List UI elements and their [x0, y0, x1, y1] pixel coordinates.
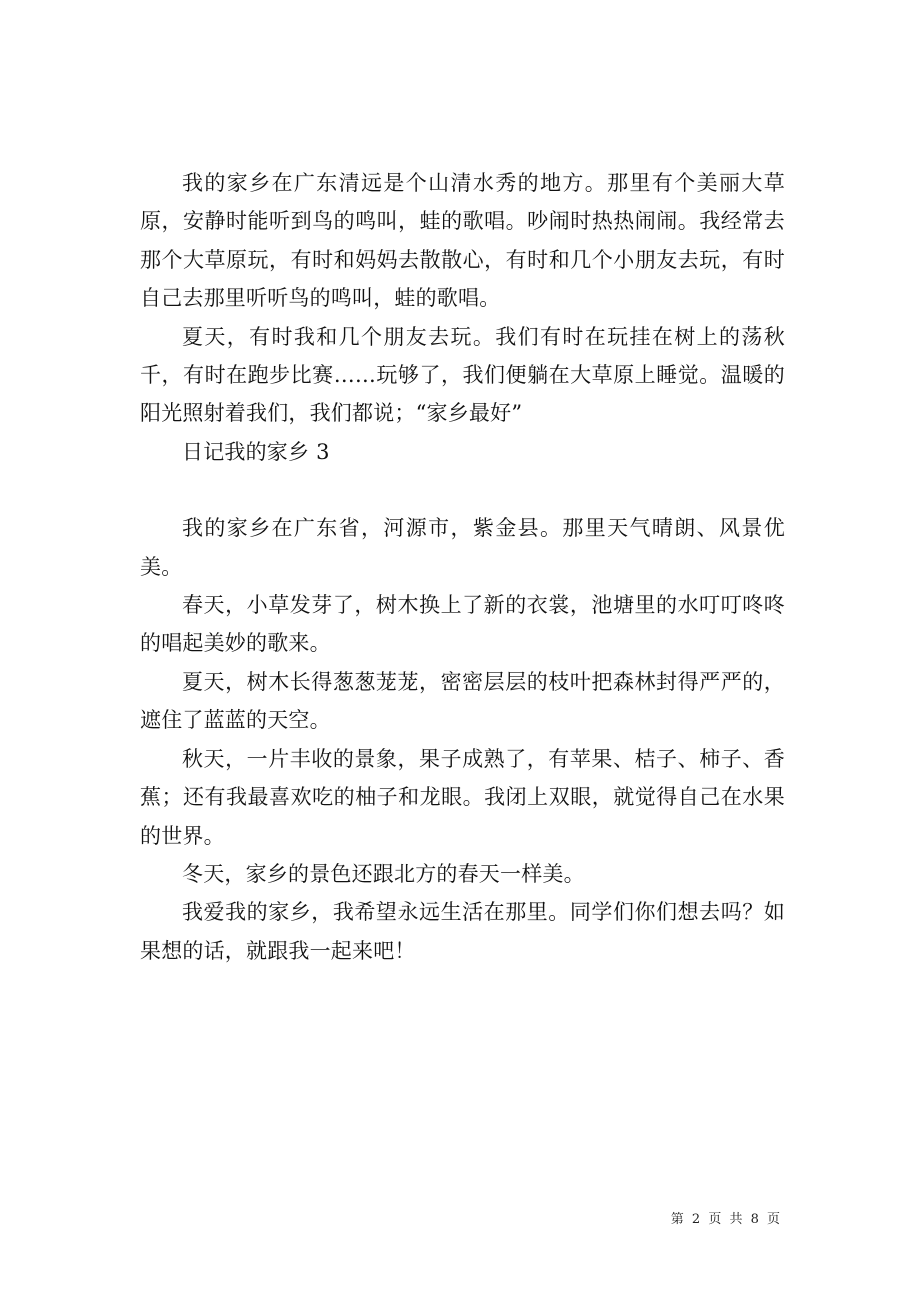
paragraph-conclusion: 我爱我的家乡，我希望永远生活在那里。同学们你们想去吗？如果想的话，就跟我一起来吧！ — [140, 900, 785, 963]
paragraph-summer-play: 夏天，有时我和几个朋友去玩。我们有时在玩挂在树上的荡秋千，有时在跑步比赛……玩够了，我们便躺在大草原上睡觉。温暖的阳光照射着我们，我们都说；“家乡最好” — [140, 324, 785, 426]
paragraph-hometown-heyuan: 我的家乡在广东省，河源市，紫金县。那里天气晴朗、风景优美。 — [140, 516, 785, 579]
section-title: 日记我的家乡 3 — [182, 439, 330, 464]
paragraph-summer: 夏天，树木长得葱葱茏茏，密密层层的枝叶把森林封得严严的，遮住了蓝蓝的天空。 — [140, 669, 785, 733]
paragraph-winter: 冬天，家乡的景色还跟北方的春天一样美。 — [182, 861, 585, 886]
paragraph-spring: 春天，小草发芽了，树木换上了新的衣裳，池塘里的水叮叮咚咚的唱起美妙的歌来。 — [140, 593, 785, 656]
paragraph-autumn: 秋天，一片丰收的景象，果子成熟了，有苹果、桔子、柿子、香蕉；还有我最喜欢吃的柚子和龙眼。我闭上双眼，就觉得自己在水果的世界。 — [140, 746, 785, 848]
paragraph-hometown-qingyuan: 我的家乡在广东清远是个山清水秀的地方。那里有个美丽大草原，安静时能听到鸟的鸣叫，蛙的歌唱。吵闹时热热闹闹。我经常去那个大草原玩，有时和妈妈去散散心，有时和几个小朋友去玩，有时自己去那里听听鸟的鸣叫，蛙的歌唱。 — [140, 171, 785, 311]
page-number-label: 第 2 页 共 8 页 — [670, 1212, 782, 1227]
document-body — [140, 164, 785, 970]
page-number — [671, 1208, 782, 1227]
blank-line — [140, 471, 785, 509]
